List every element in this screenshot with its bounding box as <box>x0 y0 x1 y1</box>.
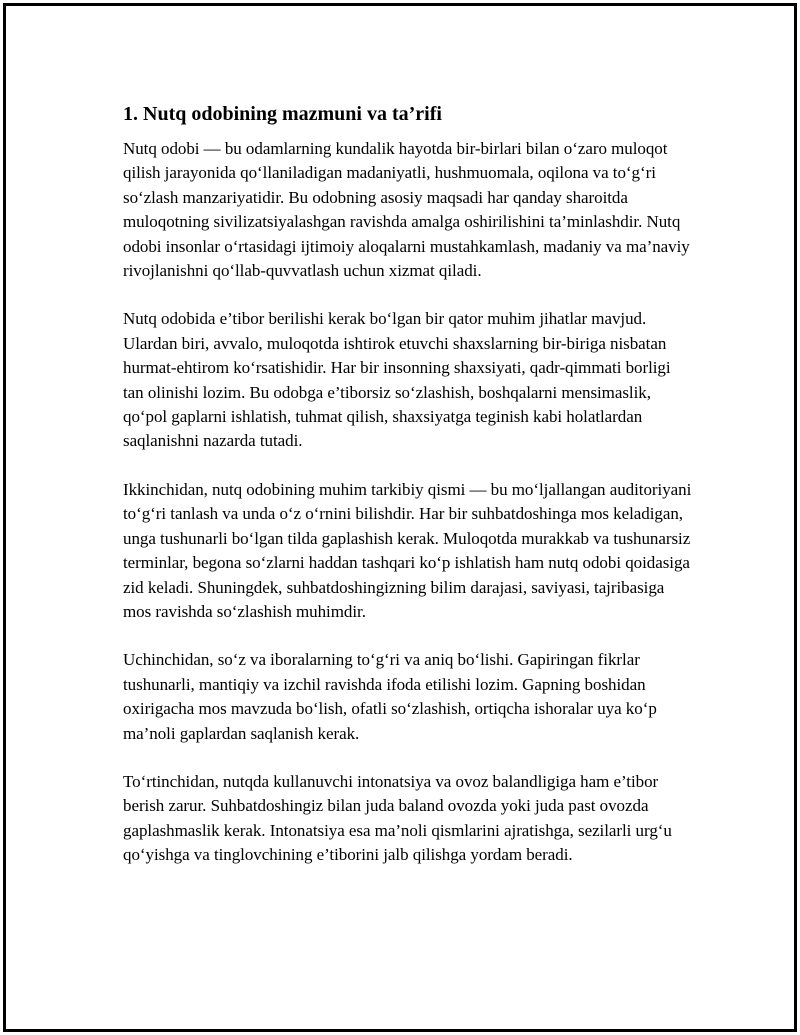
paragraph-4: Uchinchidan, so‘z va iboralarning to‘g‘ri va aniq bo‘lishi. Gapiringan fikrlar tushunarli, mantiqiy va izchil ravishda ifoda etilishi lozim. Gapning boshidan oxirigacha mos mavzuda bo‘lish, ofatli so‘zlashish, ortiqcha ishoralar uya ko‘p ma’noli gaplardan saqlanish kerak. <box>123 650 657 743</box>
page-frame <box>3 3 797 1032</box>
section-heading: 1. Nutq odobining mazmuni va ta’rifi <box>123 103 442 125</box>
paragraph-1: Nutq odobi — bu odamlarning kundalik hayotda bir-birlari bilan o‘zaro muloqot qilish jarayonida qo‘llaniladigan madaniyatli, hushmuomala, oqilona va to‘g‘ri so‘zlash manzariyatidir. Bu odobning asosiy maqsadi har qanday sharoitda muloqotning sivilizatsiyalashgan ravishda amalga oshirilishini ta’minlashdir. Nutq odobi insonlar o‘rtasidagi ijtimoiy aloqalarni mustahkamlash, madaniy va ma’naviy rivojlanishni qo‘llab-quvvatlash uchun xizmat qiladi. <box>123 139 690 281</box>
document-body <box>123 100 693 892</box>
paragraph-5: To‘rtinchidan, nutqda kullanuvchi intonatsiya va ovoz balandligiga ham e’tibor berish zarur. Suhbatdoshingiz bilan juda baland ovozda yoki juda past ovozda gaplashmaslik kerak. Intonatsiya esa ma’noli qismlarini ajratishga, sezilarli urg‘u qo‘yishga va tinglovchining e’tiborini jalb qilishga yordam beradi. <box>123 771 672 865</box>
paragraph-2: Nutq odobida e’tibor berilishi kerak bo‘lgan bir qator muhim jihatlar mavjud. Ulardan biri, avvalo, muloqotda ishtirok etuvchi shaxslarning bir-biriga nisbatan hurmat-ehtirom ko‘rsatishidir. Har bir insonning shaxsiyati, qadr-qimmati borligi tan olinishi lozim. Bu odobga e’tiborsiz so‘zlashish, boshqalarni mensimaslik, qo‘pol gaplarni ishlatish, tuhmat qilish, shaxsiyatga teginish kabi holatlardan saqlanishni nazarda tutadi. <box>123 309 671 451</box>
paragraph-3: Ikkinchidan, nutq odobining muhim tarkibiy qismi — bu mo‘ljallangan auditoriyani to‘g‘ri tanlash va unda o‘z o‘rnini bilishdir. Har bir suhbatdoshinga mos keladigan, unga tushunarli bo‘lgan tilda gaplashish kerak. Muloqotda murakkab va tushunarsiz terminlar, begona so‘zlarni haddan tashqari ko‘p ishlatish ham nutq odobi qoidasiga zid keladi. Shuningdek, suhbatdoshingizning bilim darajasi, saviyasi, tajribasiga mos ravishda so‘zlashish muhimdir. <box>123 479 692 621</box>
